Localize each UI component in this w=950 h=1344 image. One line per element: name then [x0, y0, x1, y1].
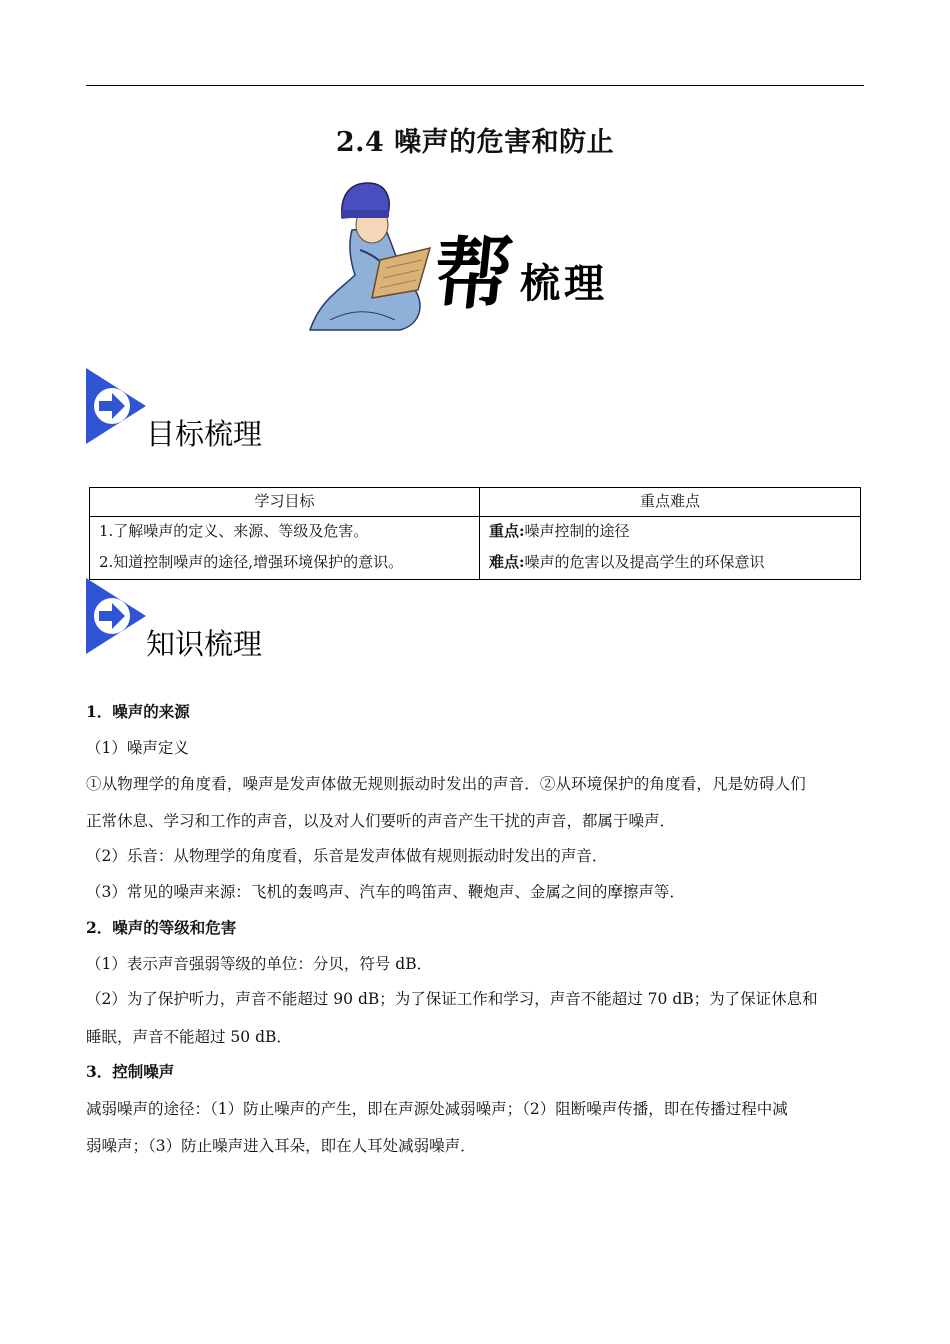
section-title-knowledge: 知识梳理: [146, 627, 263, 661]
goals-table: [89, 487, 861, 580]
heading-noise-source: 1．噪声的来源: [86, 702, 190, 721]
goal-item: 1.了解噪声的定义、来源、等级及危害。: [99, 522, 369, 540]
difficulty-item: [489, 548, 851, 579]
goal-item: 2.知道控制噪声的途径,增强环境保护的意识。: [99, 553, 404, 571]
paragraph: 正常休息、学习和工作的声音，以及对人们要听的声音产生干扰的声音，都属于噪声．: [86, 812, 676, 830]
section-title-goals: 目标梳理: [146, 417, 263, 451]
paragraph: 弱噪声；（3）防止噪声进入耳朵，即在人耳处减弱噪声．: [86, 1137, 476, 1155]
difficulty-text: 噪声的危害以及提高学生的环保意识: [524, 553, 765, 571]
paragraph: （3）常见的噪声来源：飞机的轰鸣声、汽车的鸣笛声、鞭炮声、金属之间的摩擦声等．: [86, 883, 685, 901]
table-header-keypoints: 重点难点: [480, 488, 861, 517]
keypoint-label: 重点:: [489, 522, 525, 540]
table-header-goals: 学习目标: [90, 488, 480, 517]
keypoint-item: [489, 517, 851, 548]
heading-noise-control: 3．控制噪声: [86, 1062, 175, 1081]
paragraph: （1）噪声定义: [86, 739, 189, 757]
banner-big-char: 帮: [429, 229, 518, 320]
arrow-right-icon: [86, 578, 146, 654]
paragraph: 睡眠，声音不能超过 50 dB．: [86, 1028, 292, 1046]
keypoints-cell: [480, 517, 861, 580]
paragraph: （2）乐音：从物理学的角度看，乐音是发声体做有规则振动时发出的声音．: [86, 847, 608, 865]
goals-cell: [90, 517, 480, 580]
difficulty-label: 难点:: [489, 553, 525, 571]
page-title: 2.4 噪声的危害和防止: [335, 127, 615, 158]
header-rule: [86, 85, 864, 86]
paragraph: 减弱噪声的途径：（1）防止噪声的产生，即在声源处减弱噪声；（2）阻断噪声传播，即在传播过程中减: [86, 1100, 788, 1118]
arrow-right-icon: [86, 368, 146, 444]
paragraph: （1）表示声音强弱等级的单位：分贝，符号 dB．: [86, 955, 433, 973]
heading-noise-level: 2．噪声的等级和危害: [86, 918, 237, 937]
keypoint-text: 噪声控制的途径: [524, 522, 630, 540]
banner-small-text: 梳理: [520, 260, 608, 307]
paragraph: ①从物理学的角度看，噪声是发声体做无规则振动时发出的声音．②从环境保护的角度看，凡是妨碍人们: [86, 775, 806, 793]
paragraph: （2）为了保护听力，声音不能超过 90 dB；为了保证工作和学习，声音不能超过 70 dB；为了保证休息和: [86, 990, 818, 1008]
